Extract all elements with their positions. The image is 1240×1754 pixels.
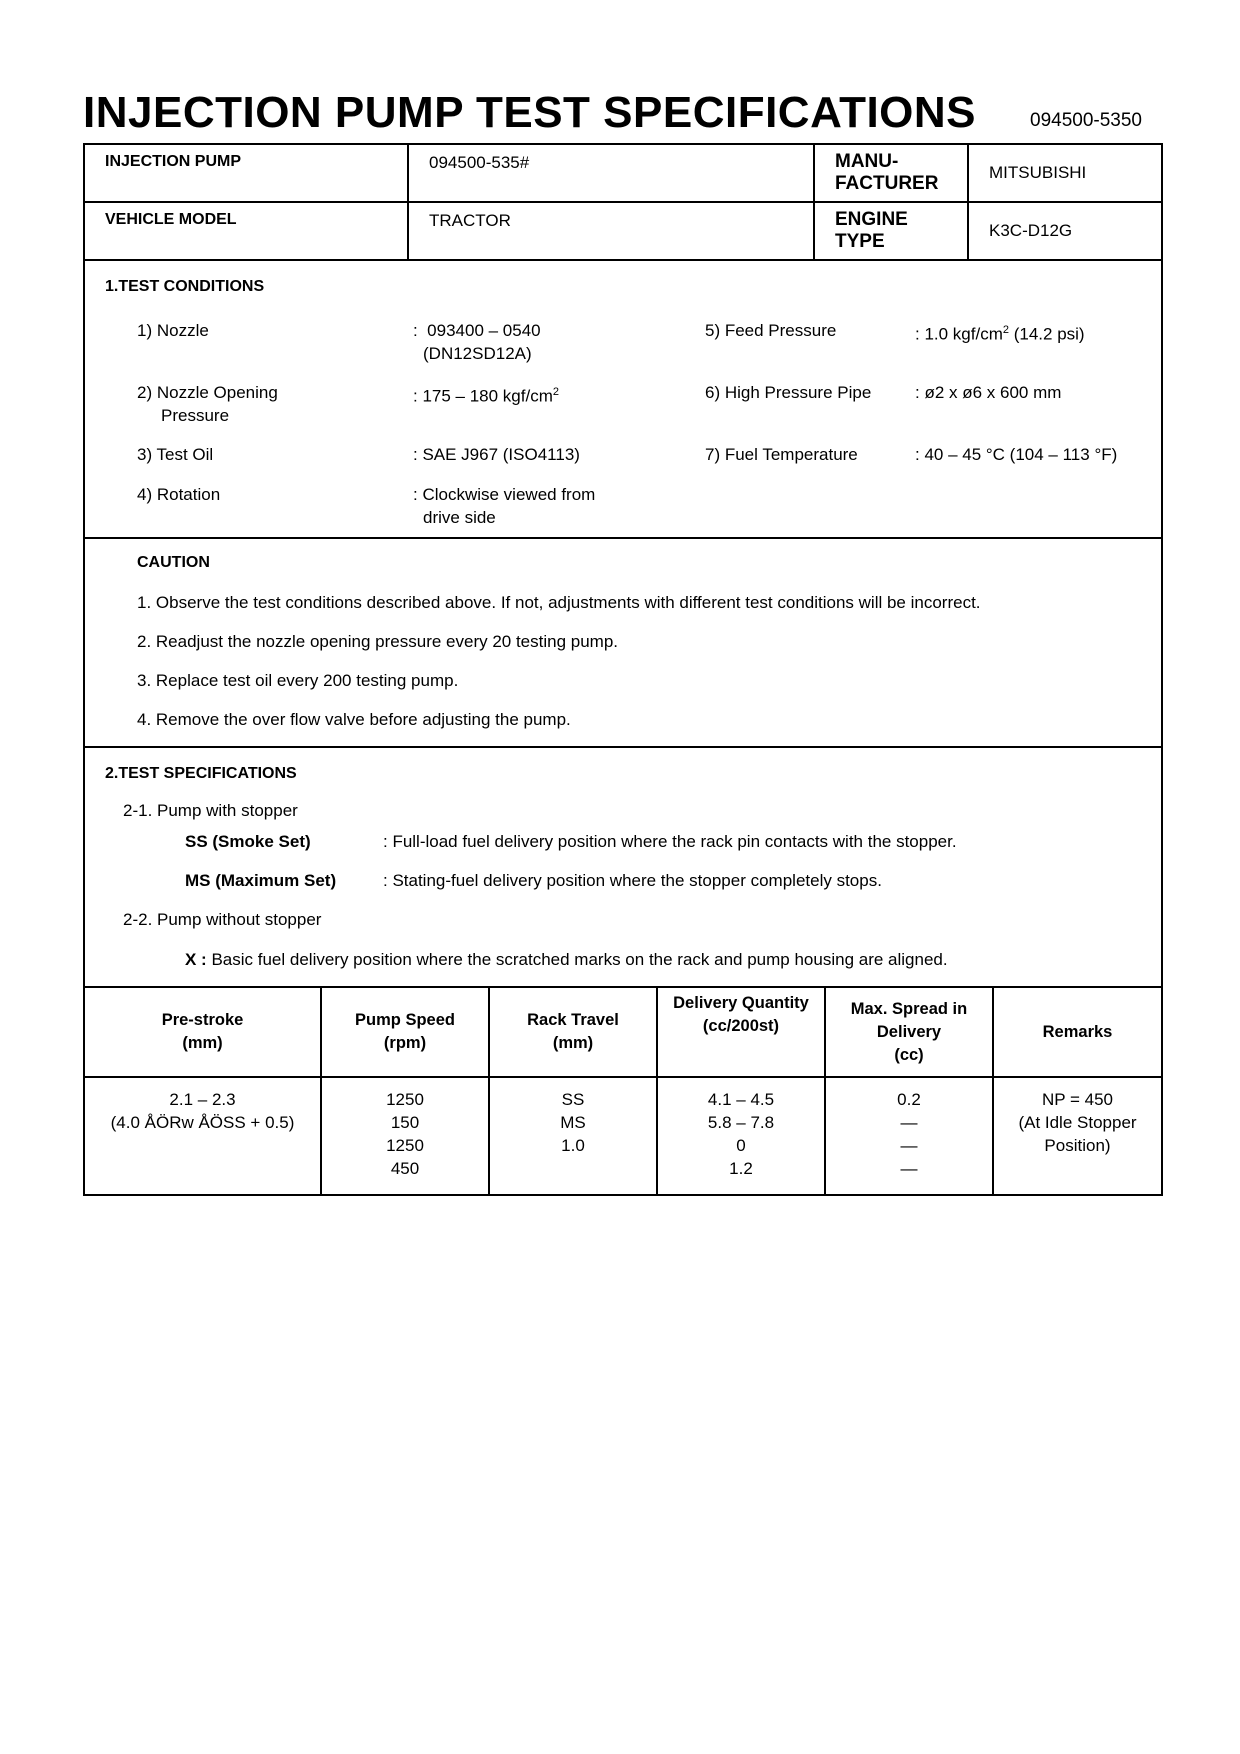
page-title: INJECTION PUMP TEST SPECIFICATIONS — [83, 88, 977, 137]
cell-line: 4.1 – 4.5 — [707, 1090, 775, 1109]
nozzle-value-line2: (DN12SD12A) — [423, 344, 532, 363]
x-definition — [185, 950, 948, 970]
cell-line: 150 — [390, 1113, 420, 1132]
ms-text: : Stating-fuel delivery position where the stopper completely stops. — [383, 871, 882, 890]
data-table-section — [85, 988, 1161, 1194]
document-number: 094500-5350 — [1030, 110, 1142, 131]
header-pump-speed — [321, 988, 489, 1077]
header-line: Max. Spread in — [850, 999, 968, 1018]
rack-travel-cell — [489, 1077, 657, 1194]
header-line: (rpm) — [383, 1034, 427, 1052]
cell-line: 450 — [390, 1159, 420, 1178]
header-row-pump — [85, 145, 1161, 203]
nozzle-opening-label-line2: Pressure — [161, 406, 230, 425]
header-line: Delivery — [876, 1022, 942, 1041]
nozzle-opening-label-line1: 2) Nozzle Opening — [137, 383, 278, 402]
test-specifications-section — [85, 748, 1161, 988]
caution-item: 4. Remove the over flow valve before adjusting the pump. — [137, 710, 571, 729]
high-pressure-pipe-label: 6) High Pressure Pipe — [705, 383, 872, 402]
header-line: Remarks — [1042, 1022, 1113, 1041]
cell-line: (4.0 ÅÖRw ÅÖSS + 0.5) — [110, 1113, 295, 1132]
nozzle-opening-value-sup: 2 — [552, 386, 559, 398]
vehicle-model-label: VEHICLE MODEL — [85, 203, 409, 259]
rotation-value-line2: drive side — [423, 508, 496, 527]
header-row-vehicle — [85, 203, 1161, 259]
injection-pump-value: 094500-535# — [409, 145, 815, 201]
manufacturer-label-line2: FACTURER — [835, 173, 939, 194]
remarks-cell — [993, 1077, 1161, 1194]
cell-line: Position) — [1044, 1136, 1111, 1155]
cell-line: MS — [560, 1113, 586, 1132]
nozzle-value — [413, 319, 541, 365]
engine-type-label-line2: TYPE — [835, 231, 885, 252]
header-line: (mm) — [182, 1034, 223, 1052]
cell-line: — — [900, 1159, 918, 1178]
pump-without-stopper: 2-2. Pump without stopper — [123, 910, 322, 929]
cell-line: 1250 — [386, 1090, 424, 1109]
cell-line: 0.2 — [897, 1090, 921, 1109]
feed-pressure-value — [915, 319, 1085, 346]
pump-with-stopper: 2-1. Pump with stopper — [123, 801, 298, 820]
rotation-label: 4) Rotation — [137, 485, 221, 504]
cell-line: SS — [561, 1090, 585, 1109]
high-pressure-pipe-value: : ø2 x ø6 x 600 mm — [915, 383, 1062, 402]
pre-stroke-cell — [85, 1077, 321, 1194]
caution-title: CAUTION — [137, 554, 210, 571]
header-line: Delivery Quantity — [673, 994, 809, 1012]
max-spread-cell — [825, 1077, 993, 1194]
feed-pressure-value-sup: 2 — [1002, 324, 1009, 336]
header-rack-travel — [489, 988, 657, 1077]
caution-item: 1. Observe the test conditions described above. If not, adjustments with different test conditions will be incorrect. — [137, 593, 981, 612]
fuel-temperature-value: : 40 – 45 °C (104 – 113 °F) — [915, 445, 1118, 464]
ss-text: : Full-load fuel delivery position where the rack pin contacts with the stopper. — [383, 832, 957, 851]
cell-line: 1.0 — [561, 1136, 585, 1155]
x-label: X : — [185, 950, 207, 969]
caution-item: 2. Readjust the nozzle opening pressure every 20 testing pump. — [137, 632, 619, 651]
test-oil-label: 3) Test Oil — [137, 445, 214, 464]
header-line: Pre-stroke — [161, 1011, 244, 1029]
feed-pressure-value-psi: (14.2 psi) — [1009, 324, 1085, 344]
cell-line: 5.8 – 7.8 — [707, 1113, 775, 1132]
engine-type-value: K3C-D12G — [989, 221, 1073, 240]
cell-line: — — [900, 1136, 918, 1155]
manufacturer-value: MITSUBISHI — [989, 163, 1087, 182]
fuel-temperature-label: 7) Fuel Temperature — [705, 445, 858, 464]
cell-line: 2.1 – 2.3 — [169, 1090, 236, 1109]
caution-item: 3. Replace test oil every 200 testing pump. — [137, 671, 459, 690]
feed-pressure-label: 5) Feed Pressure — [705, 321, 837, 340]
nozzle-opening-value-text: : 175 – 180 kgf/cm — [413, 386, 553, 406]
cell-line: 1.2 — [729, 1159, 753, 1178]
manufacturer-label — [815, 145, 969, 201]
cell-line: 1250 — [386, 1136, 424, 1155]
table-row — [85, 1077, 1161, 1194]
header-max-spread — [825, 988, 993, 1077]
ss-label: SS (Smoke Set) — [185, 832, 311, 851]
cell-line: (At Idle Stopper — [1018, 1113, 1137, 1132]
feed-pressure-value-text: : 1.0 kgf/cm — [915, 324, 1003, 344]
test-conditions-title: 1.TEST CONDITIONS — [105, 278, 265, 295]
spec-table — [85, 988, 1161, 1194]
cell-line: — — [900, 1113, 918, 1132]
header-line: (cc) — [894, 1045, 924, 1064]
caution-section — [85, 539, 1161, 748]
cell-line: 0 — [736, 1136, 746, 1155]
nozzle-opening-label — [137, 381, 278, 427]
header-line: (mm) — [552, 1034, 594, 1052]
header-line: Pump Speed — [355, 1011, 455, 1029]
test-oil-value: : SAE J967 (ISO4113) — [413, 445, 580, 464]
engine-type-label-line1: ENGINE — [835, 209, 908, 230]
rotation-value-line1: : Clockwise viewed from — [413, 485, 596, 504]
header-line: Rack Travel — [527, 1011, 619, 1029]
header-line: (cc/200st) — [702, 1017, 780, 1035]
test-specifications-title: 2.TEST SPECIFICATIONS — [105, 765, 297, 782]
delivery-quantity-cell — [657, 1077, 825, 1194]
header-section — [85, 145, 1161, 261]
rotation-value — [413, 483, 595, 529]
spec-frame — [83, 143, 1163, 1196]
x-text: Basic fuel delivery position where the scratched marks on the rack and pump housing are aligned. — [206, 950, 948, 969]
test-conditions-section — [85, 261, 1161, 539]
injection-pump-label: INJECTION PUMP — [85, 145, 409, 201]
manufacturer-label-line1: MANU- — [835, 151, 899, 172]
ms-label: MS (Maximum Set) — [185, 871, 337, 890]
header-pre-stroke — [85, 988, 321, 1077]
nozzle-opening-value — [413, 381, 559, 408]
engine-type-label — [815, 203, 969, 259]
table-header-row — [85, 988, 1161, 1077]
header-remarks — [993, 988, 1161, 1077]
cell-line: NP = 450 — [1041, 1090, 1114, 1109]
vehicle-model-value: TRACTOR — [409, 203, 815, 259]
header-delivery-quantity — [657, 988, 825, 1077]
nozzle-value-line1: : 093400 – 0540 — [413, 321, 541, 340]
nozzle-label: 1) Nozzle — [137, 321, 209, 340]
pump-speed-cell — [321, 1077, 489, 1194]
